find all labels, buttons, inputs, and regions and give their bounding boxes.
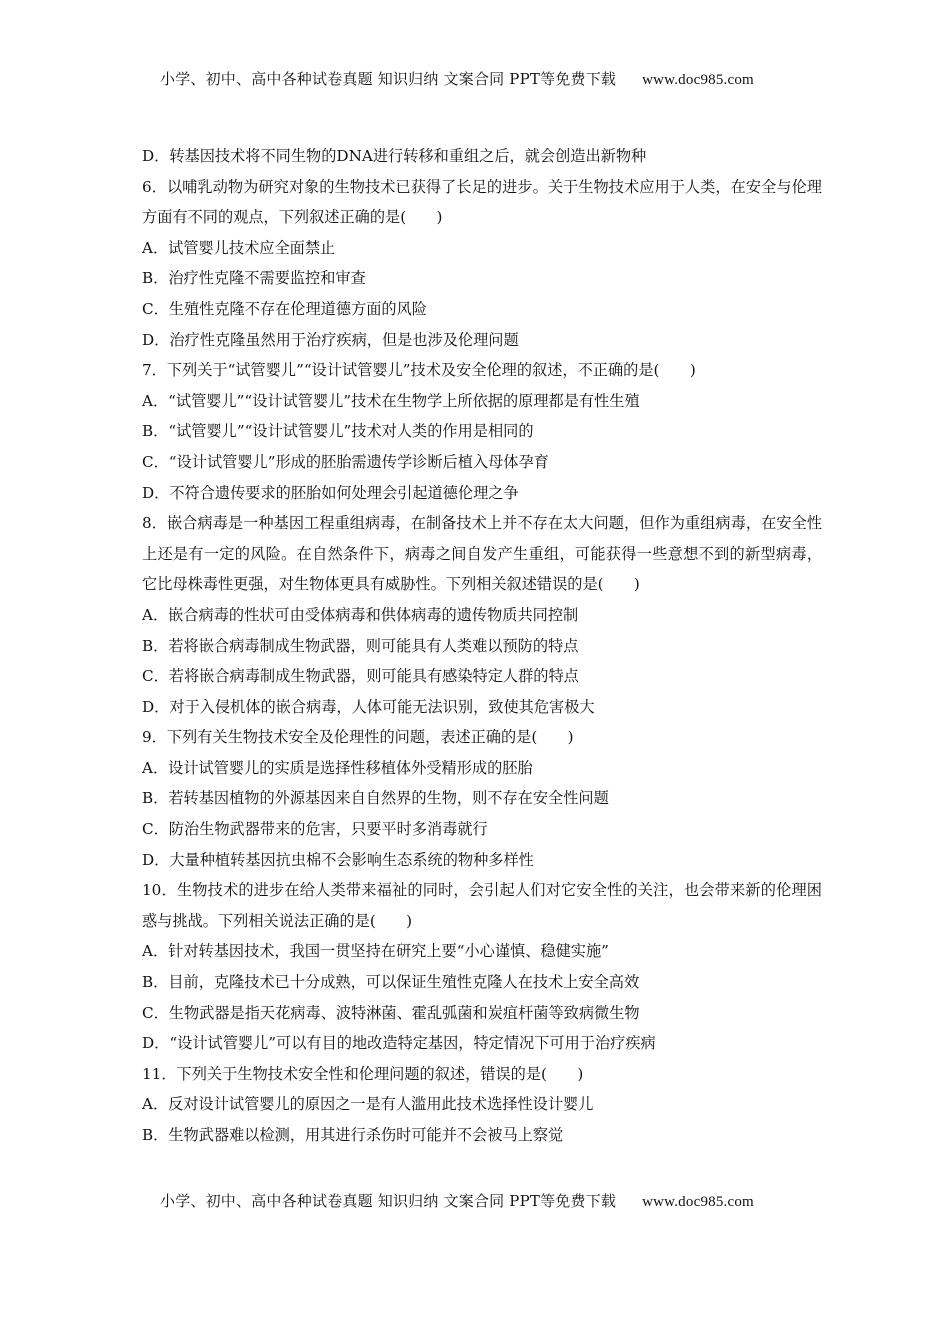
question-list (142, 141, 822, 1151)
footer-site-link[interactable]: www.doc985.com (642, 1194, 754, 1210)
question-9-option-a: A．设计试管婴儿的实质是选择性移植体外受精形成的胚胎 (142, 758, 533, 777)
question-9-option-d: D．大量种植转基因抗虫棉不会影响生态系统的物种多样性 (142, 850, 534, 869)
question-7-option-d: D．不符合遗传要求的胚胎如何处理会引起道德伦理之争 (142, 483, 519, 502)
page-header (160, 68, 800, 89)
question-8-stem: 8．嵌合病毒是一种基因工程重组病毒，在制备技术上并不存在太大问题，但作为重组病毒，在安全性上还是有一定的风险。在自然条件下，病毒之间自发产生重组，可能获得一些意想不到的新型病毒，它比母株毒性更强，对生物体更具有威胁性。下列相关叙述错误的是( ) (142, 514, 822, 594)
question-10-stem: 10．生物技术的进步在给人类带来福祉的同时，会引起人们对它安全性的关注，也会带来新的伦理困惑与挑战。下列相关说法正确的是( ) (142, 881, 822, 930)
question-7-option-b: B．“试管婴儿”“设计试管婴儿”技术对人类的作用是相同的 (142, 422, 534, 441)
question-10-option-c: C．生物武器是指天花病毒、波特淋菌、霍乱弧菌和炭疽杆菌等致病微生物 (142, 1003, 640, 1022)
question-8-option-b: B．若将嵌合病毒制成生物武器，则可能具有人类难以预防的特点 (142, 636, 579, 655)
question-6-option-a: A．试管婴儿技术应全面禁止 (142, 238, 336, 257)
header-text: 小学、初中、高中各种试卷真题 知识归纳 文案合同 PPT等免费下载 (160, 70, 617, 88)
question-7-stem: 7．下列关于“试管婴儿”“设计试管婴儿”技术及安全伦理的叙述，不正确的是( ) (142, 361, 696, 380)
question-9-stem: 9．下列有关生物技术安全及伦理性的问题，表述正确的是( ) (142, 728, 574, 747)
question-11-option-a: A．反对设计试管婴儿的原因之一是有人滥用此技术选择性设计婴儿 (142, 1095, 594, 1114)
question-8-option-a: A．嵌合病毒的性状可由受体病毒和供体病毒的遗传物质共同控制 (142, 605, 579, 624)
header-site-link[interactable]: www.doc985.com (642, 72, 754, 88)
question-10-option-b: B．目前，克隆技术已十分成熟，可以保证生殖性克隆人在技术上安全高效 (142, 973, 640, 992)
question-9-option-c: C．防治生物武器带来的危害，只要平时多消毒就行 (142, 820, 488, 839)
question-7-option-c: C．“设计试管婴儿”形成的胚胎需遗传学诊断后植入母体孕育 (142, 452, 549, 471)
question-6-stem: 6．以哺乳动物为研究对象的生物技术已获得了长足的进步。关于生物技术应用于人类，在安全与伦理方面有不同的观点，下列叙述正确的是( ) (142, 177, 822, 227)
question-6-option-d: D．治疗性克隆虽然用于治疗疾病，但是也涉及伦理问题 (142, 330, 519, 349)
question-11-stem: 11．下列关于生物技术安全性和伦理问题的叙述，错误的是( ) (142, 1064, 584, 1083)
question-10-option-a: A．针对转基因技术，我国一贯坚持在研究上要“小心谨慎、稳健实施” (142, 942, 609, 961)
question-8-option-c: C．若将嵌合病毒制成生物武器，则可能具有感染特定人群的特点 (142, 667, 579, 686)
carryover-option-d: D．转基因技术将不同生物的DNA进行转移和重组之后，就会创造出新物种 (142, 147, 647, 165)
page-footer (160, 1190, 800, 1211)
question-9-option-b: B．若转基因植物的外源基因来自自然界的生物，则不存在安全性问题 (142, 789, 609, 808)
question-6-option-c: C．生殖性克隆不存在伦理道德方面的风险 (142, 299, 427, 318)
question-10-option-d: D．“设计试管婴儿”可以有目的地改造特定基因，特定情况下可用于治疗疾病 (142, 1034, 656, 1053)
question-6-option-b: B．治疗性克隆不需要监控和审查 (142, 269, 366, 288)
question-7-option-a: A．“试管婴儿”“设计试管婴儿”技术在生物学上所依据的原理都是有性生殖 (142, 391, 640, 410)
footer-text: 小学、初中、高中各种试卷真题 知识归纳 文案合同 PPT等免费下载 (160, 1192, 617, 1210)
question-11-option-b: B．生物武器难以检测，用其进行杀伤时可能并不会被马上察觉 (142, 1126, 564, 1144)
question-8-option-d: D．对于入侵机体的嵌合病毒，人体可能无法识别，致使其危害极大 (142, 697, 595, 716)
